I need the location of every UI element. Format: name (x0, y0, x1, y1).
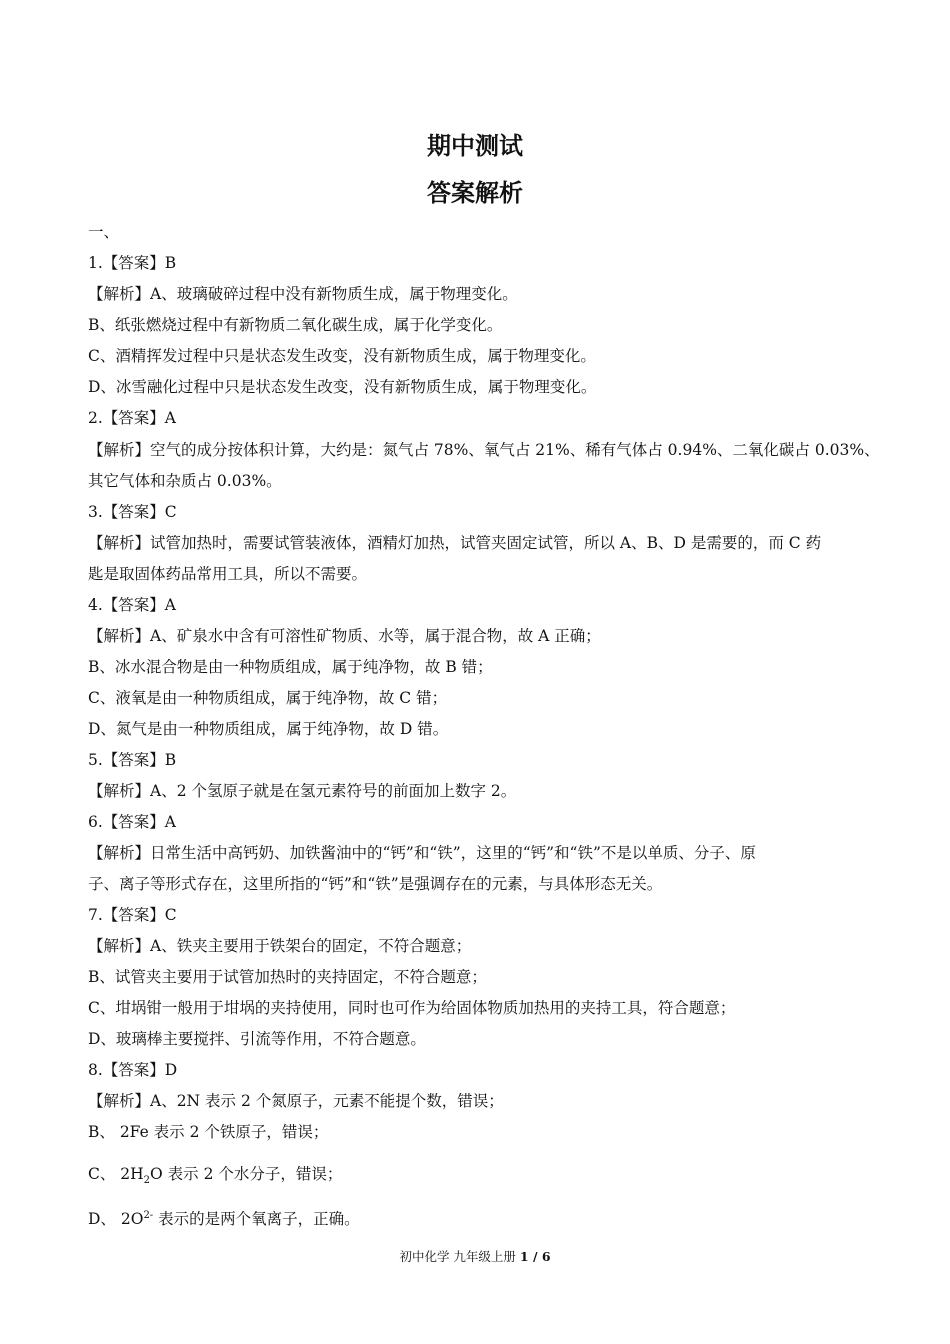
text-line: B、试管夹主要用于试管加热时的夹持固定，不符合题意； (88, 968, 487, 986)
text-line: 3.【答案】C (88, 503, 177, 521)
text-line: 【解析】A、2 个氢原子就是在氢元素符号的前面加上数字 2。 (88, 782, 517, 800)
text-line: 8.【答案】D (88, 1061, 178, 1079)
text-line: 【解析】空气的成分按体积计算，大约是：氮气占 78%、氧气占 21%、稀有气体占 0.94%、二氧化碳占 0.03%、 (88, 441, 880, 459)
text-line: D、玻璃棒主要搅拌、引流等作用，不符合题意。 (88, 1030, 426, 1048)
text-line: 匙是取固体药品常用工具，所以不需要。 (88, 565, 368, 583)
text-line: 【解析】A、矿泉水中含有可溶性矿物质、水等，属于混合物，故 A 正确； (88, 627, 601, 645)
text-line: 7.【答案】C (88, 906, 177, 924)
formula-line-d: D、 $2O^{2-}$ 表示的是两个氧离子，正确。 (88, 1210, 360, 1229)
text-line: D、氮气是由一种物质组成，属于纯净物，故 D 错。 (88, 720, 449, 738)
text-line: 【解析】A、玻璃破碎过程中没有新物质生成，属于物理变化。 (88, 285, 518, 303)
section-heading: 一、 (88, 223, 120, 241)
text-line: 【解析】A、铁夹主要用于铁架台的固定，不符合题意； (88, 937, 472, 955)
text-line: B、冰水混合物是由一种物质组成，属于纯净物，故 B 错； (88, 658, 493, 676)
formula-line-c: C、 $2H_2O$ 表示 2 个水分子，错误； (88, 1165, 343, 1187)
text-line: 4.【答案】A (88, 596, 176, 614)
text-line: 【解析】A、2N 表示 2 个氮原子，元素不能提个数，错误； (88, 1092, 504, 1110)
text-line: 6.【答案】A (88, 813, 176, 831)
text-line: 子、离子等形式存在，这里所指的“钙”和“铁”是强调存在的元素，与具体形态无关。 (88, 875, 663, 893)
text-line: 其它气体和杂质占 0.03%。 (88, 472, 282, 490)
page-subtitle: 答案解析 (427, 179, 523, 207)
text-line: D、冰雪融化过程中只是状态发生改变，没有新物质生成，属于物理变化。 (88, 378, 597, 396)
page-number: 1 / 6 (519, 1249, 551, 1264)
page-footer: 初中化学 九年级上册 1 / 6 (399, 1249, 551, 1264)
text-line: 5.【答案】B (88, 751, 177, 769)
text-line: C、坩埚钳一般用于坩埚的夹持使用，同时也可作为给固体物质加热用的夹持工具，符合题意； (88, 999, 736, 1017)
text-line: B、纸张燃烧过程中有新物质二氧化碳生成，属于化学变化。 (88, 316, 503, 334)
text-line: 2.【答案】A (88, 409, 176, 427)
text-line: 1.【答案】B (88, 254, 177, 272)
text-line: B、 2Fe 表示 2 个铁原子，错误； (88, 1123, 329, 1141)
text-line: C、液氧是由一种物质组成，属于纯净物，故 C 错； (88, 689, 448, 707)
page-title: 期中测试 (427, 132, 523, 160)
text-line: C、酒精挥发过程中只是状态发生改变，没有新物质生成，属于物理变化。 (88, 347, 596, 365)
text-line: 【解析】试管加热时，需要试管装液体，酒精灯加热，试管夹固定试管，所以 A、B、D 是需要的，而 C 药 (88, 534, 822, 552)
text-line: 【解析】日常生活中高钙奶、加铁酱油中的“钙”和“铁”，这里的“钙”和“铁”不是以单质、分子、原 (88, 844, 756, 862)
